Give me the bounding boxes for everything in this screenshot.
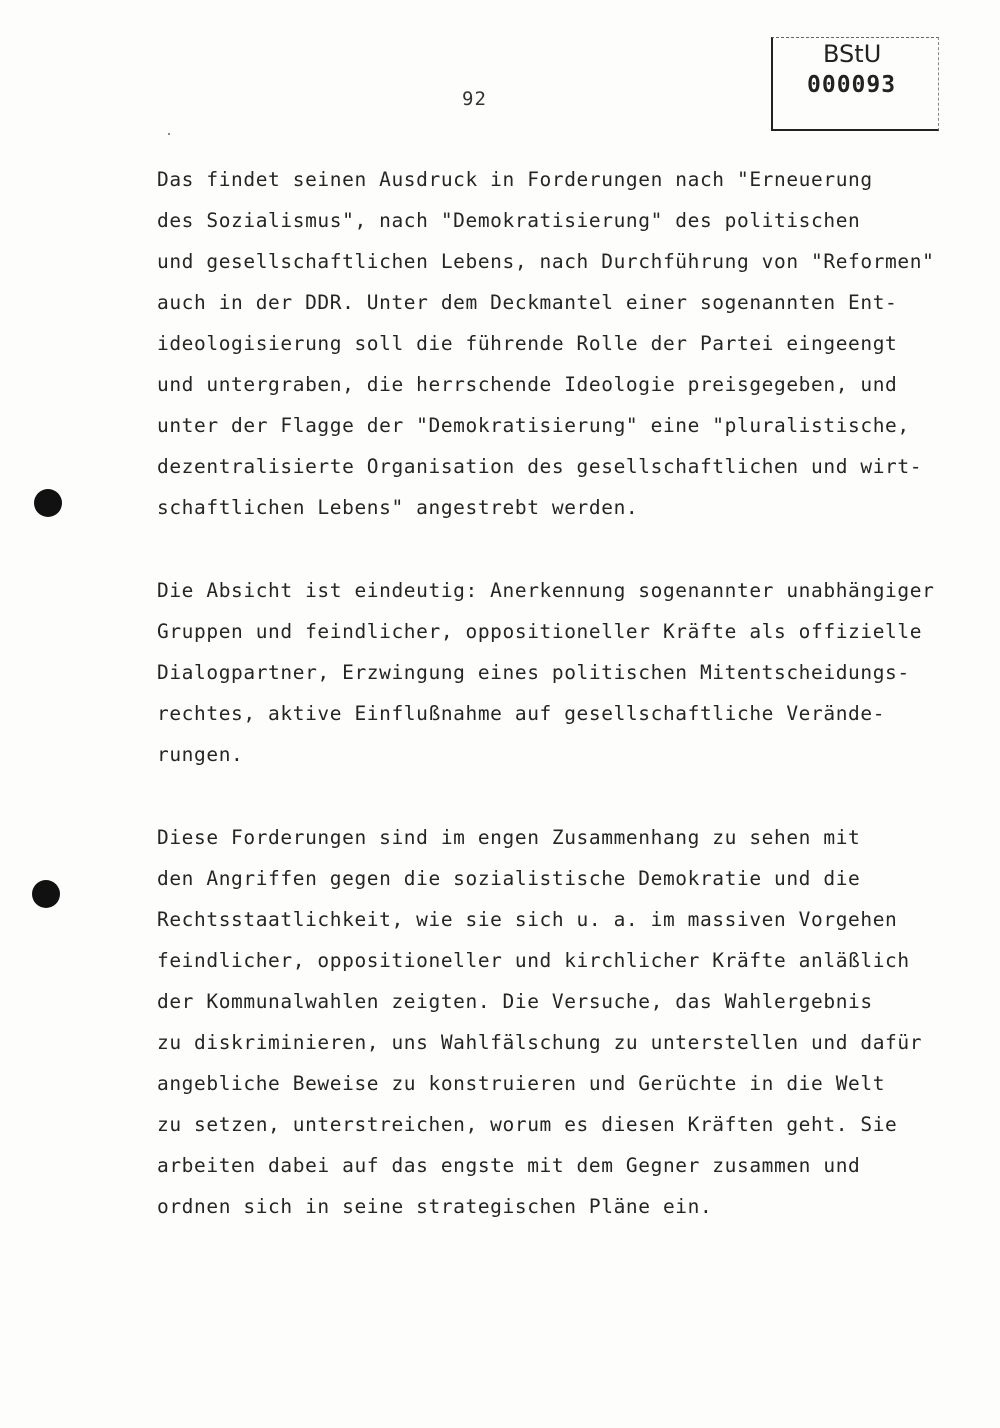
text-line: rechtes, aktive Einflußnahme auf gesellschaftliche Verände- — [157, 702, 886, 725]
text-line: Dialogpartner, Erzwingung eines politischen Mitentscheidungs- — [157, 661, 910, 684]
text-line: dezentralisierte Organisation des gesellschaftlichen und wirt- — [157, 455, 923, 478]
text-line: und gesellschaftlichen Lebens, nach Durchführung von "Reformen" — [157, 250, 935, 273]
text-line: zu setzen, unterstreichen, worum es diesen Kräften geht. Sie — [157, 1113, 898, 1136]
text-line: arbeiten dabei auf das engste mit dem Gegner zusammen und — [157, 1154, 861, 1177]
text-line: Die Absicht ist eindeutig: Anerkennung sogenannter unabhängiger — [157, 579, 935, 602]
text-line: ordnen sich in seine strategischen Pläne ein. — [157, 1195, 713, 1218]
punch-hole — [32, 880, 60, 908]
text-line: auch in der DDR. Unter dem Deckmantel einer sogenannten Ent- — [157, 291, 898, 314]
stamp-number: 000093 — [807, 72, 897, 98]
page-number: 92 — [462, 88, 487, 110]
text-line: der Kommunalwahlen zeigten. Die Versuche, das Wahlergebnis — [157, 990, 873, 1013]
stamp-agency: BStU — [823, 40, 882, 68]
text-line: rungen. — [157, 743, 244, 766]
archive-stamp — [771, 37, 939, 131]
scan-mark — [168, 133, 170, 135]
paragraph-2 — [157, 570, 934, 775]
punch-hole — [34, 489, 62, 517]
text-line: und untergraben, die herrschende Ideologie preisgegeben, und — [157, 373, 898, 396]
text-line: angebliche Beweise zu konstruieren und Gerüchte in die Welt — [157, 1072, 886, 1095]
text-line: ideologisierung soll die führende Rolle der Partei eingeengt — [157, 332, 898, 355]
paragraph-1 — [157, 159, 934, 528]
text-line: Rechtsstaatlichkeit, wie sie sich u. a. im massiven Vorgehen — [157, 908, 898, 931]
text-line: unter der Flagge der "Demokratisierung" eine "pluralistische, — [157, 414, 910, 437]
text-line: des Sozialismus", nach "Demokratisierung" des politischen — [157, 209, 861, 232]
text-line: den Angriffen gegen die sozialistische Demokratie und die — [157, 867, 861, 890]
text-line: schaftlichen Lebens" angestrebt werden. — [157, 496, 639, 519]
paragraph-3 — [157, 817, 922, 1227]
text-line: zu diskriminieren, uns Wahlfälschung zu unterstellen und dafür — [157, 1031, 923, 1054]
text-line: Gruppen und feindlicher, oppositioneller Kräfte als offizielle — [157, 620, 923, 643]
text-line: Das findet seinen Ausdruck in Forderungen nach "Erneuerung — [157, 168, 873, 191]
text-line: Diese Forderungen sind im engen Zusammenhang zu sehen mit — [157, 826, 861, 849]
text-line: feindlicher, oppositioneller und kirchlicher Kräfte anläßlich — [157, 949, 910, 972]
